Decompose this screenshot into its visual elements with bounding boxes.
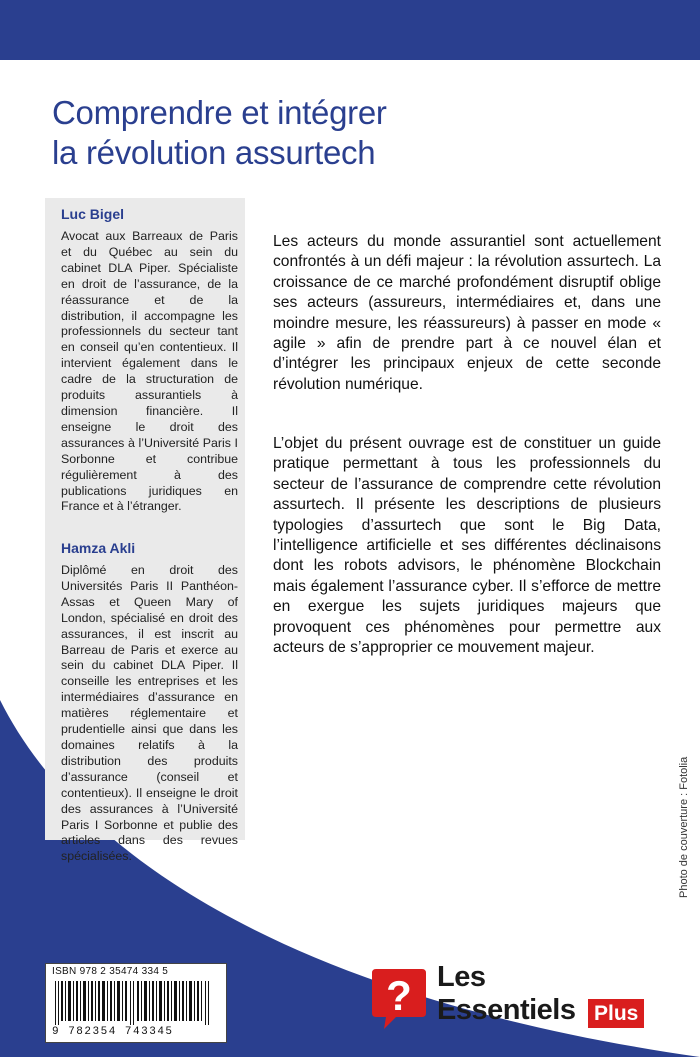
- description-paragraph-1: Les acteurs du monde assurantiel sont actuellement confrontés à un défi majeur : la révolution assurtech. La croissance de ce marché profondément disruptif oblige ses acteurs (assureurs, intermédiaires et, dans une moindre mesure, les réassureurs) à passer en mode « agile » afin de prendre part à ce nouvel élan et d’intégrer les principaux enjeux de cette seconde révolution numérique.: [273, 233, 661, 393]
- logo-text-line-2: Essentiels: [437, 994, 576, 1026]
- barcode: [45, 963, 227, 1043]
- description-paragraph-2: L’objet du présent ouvrage est de constituer un guide pratique permettant à tous les professionnels du secteur de l’assurance de comprendre cette révolution assurtech. Il présente les descriptions de plusieurs typologies d’assurtech que sont le Big Data, l’intelligence artificielle et ses différentes déclinaisons dont les robots advisors, le phénomène Blockchain mais également l’assurance cyber. Il s’efforce de mettre en exergue les sujets juridiques majeurs que provoquent ces phénomènes pour permettre aux acteurs de s’approprier ce mouvement majeur.: [273, 435, 661, 657]
- author-name-1: Luc Bigel: [61, 206, 125, 222]
- publisher-logo: [370, 961, 670, 1035]
- photo-credit: Photo de couverture : Fotolia: [678, 756, 690, 898]
- svg-text:?: ?: [386, 972, 412, 1019]
- logo-plus-badge: Plus: [588, 999, 644, 1028]
- author-bio-2: Diplômé en droit des Universités Paris II Panthéon-Assas et Queen Mary of London, spécialisé en droit des assurances, il est inscrit au Barreau de Paris et exerce au sein du cabinet DLA Piper. Il conseille les entreprises et les intermédiaires d’assurance en matières réglementaire et prudentielle ainsi que dans les domaines relatifs à la distribution des produits d’assurance (conseil et contentieux). Il enseigne le droit des assurances à l’Université Paris I Sorbonne et publie des articles dans des revues spécialisées.: [61, 563, 238, 864]
- author-name-2: Hamza Akli: [61, 540, 136, 556]
- title-line-1: Comprendre et intégrer: [52, 94, 387, 131]
- title-line-2: la révolution assurtech: [52, 134, 376, 171]
- barcode-bars: [51, 981, 221, 1025]
- isbn-label: ISBN 978 2 35474 334 5: [52, 966, 169, 977]
- logo-text-line-1: Les: [437, 961, 486, 993]
- book-title: [52, 93, 387, 173]
- question-mark-icon: [370, 965, 428, 1031]
- author-bio-1: Avocat aux Barreaux de Paris et du Québec au sein du cabinet DLA Piper. Spécialiste en droit de l’assurance, de la réassurance et de la distribution, il accompagne les professionnels du secteur tant en conseil qu’en contentieux. Il intervient également dans le cadre de la structuration de produits assurantiels à dimension financière. Il enseigne le droit des assurances à l’Université Paris I Sorbonne et contribue régulièrement à des publications juridiques en France et à l’étranger.: [61, 229, 238, 514]
- barcode-digits: 9 782354 743345: [52, 1026, 174, 1038]
